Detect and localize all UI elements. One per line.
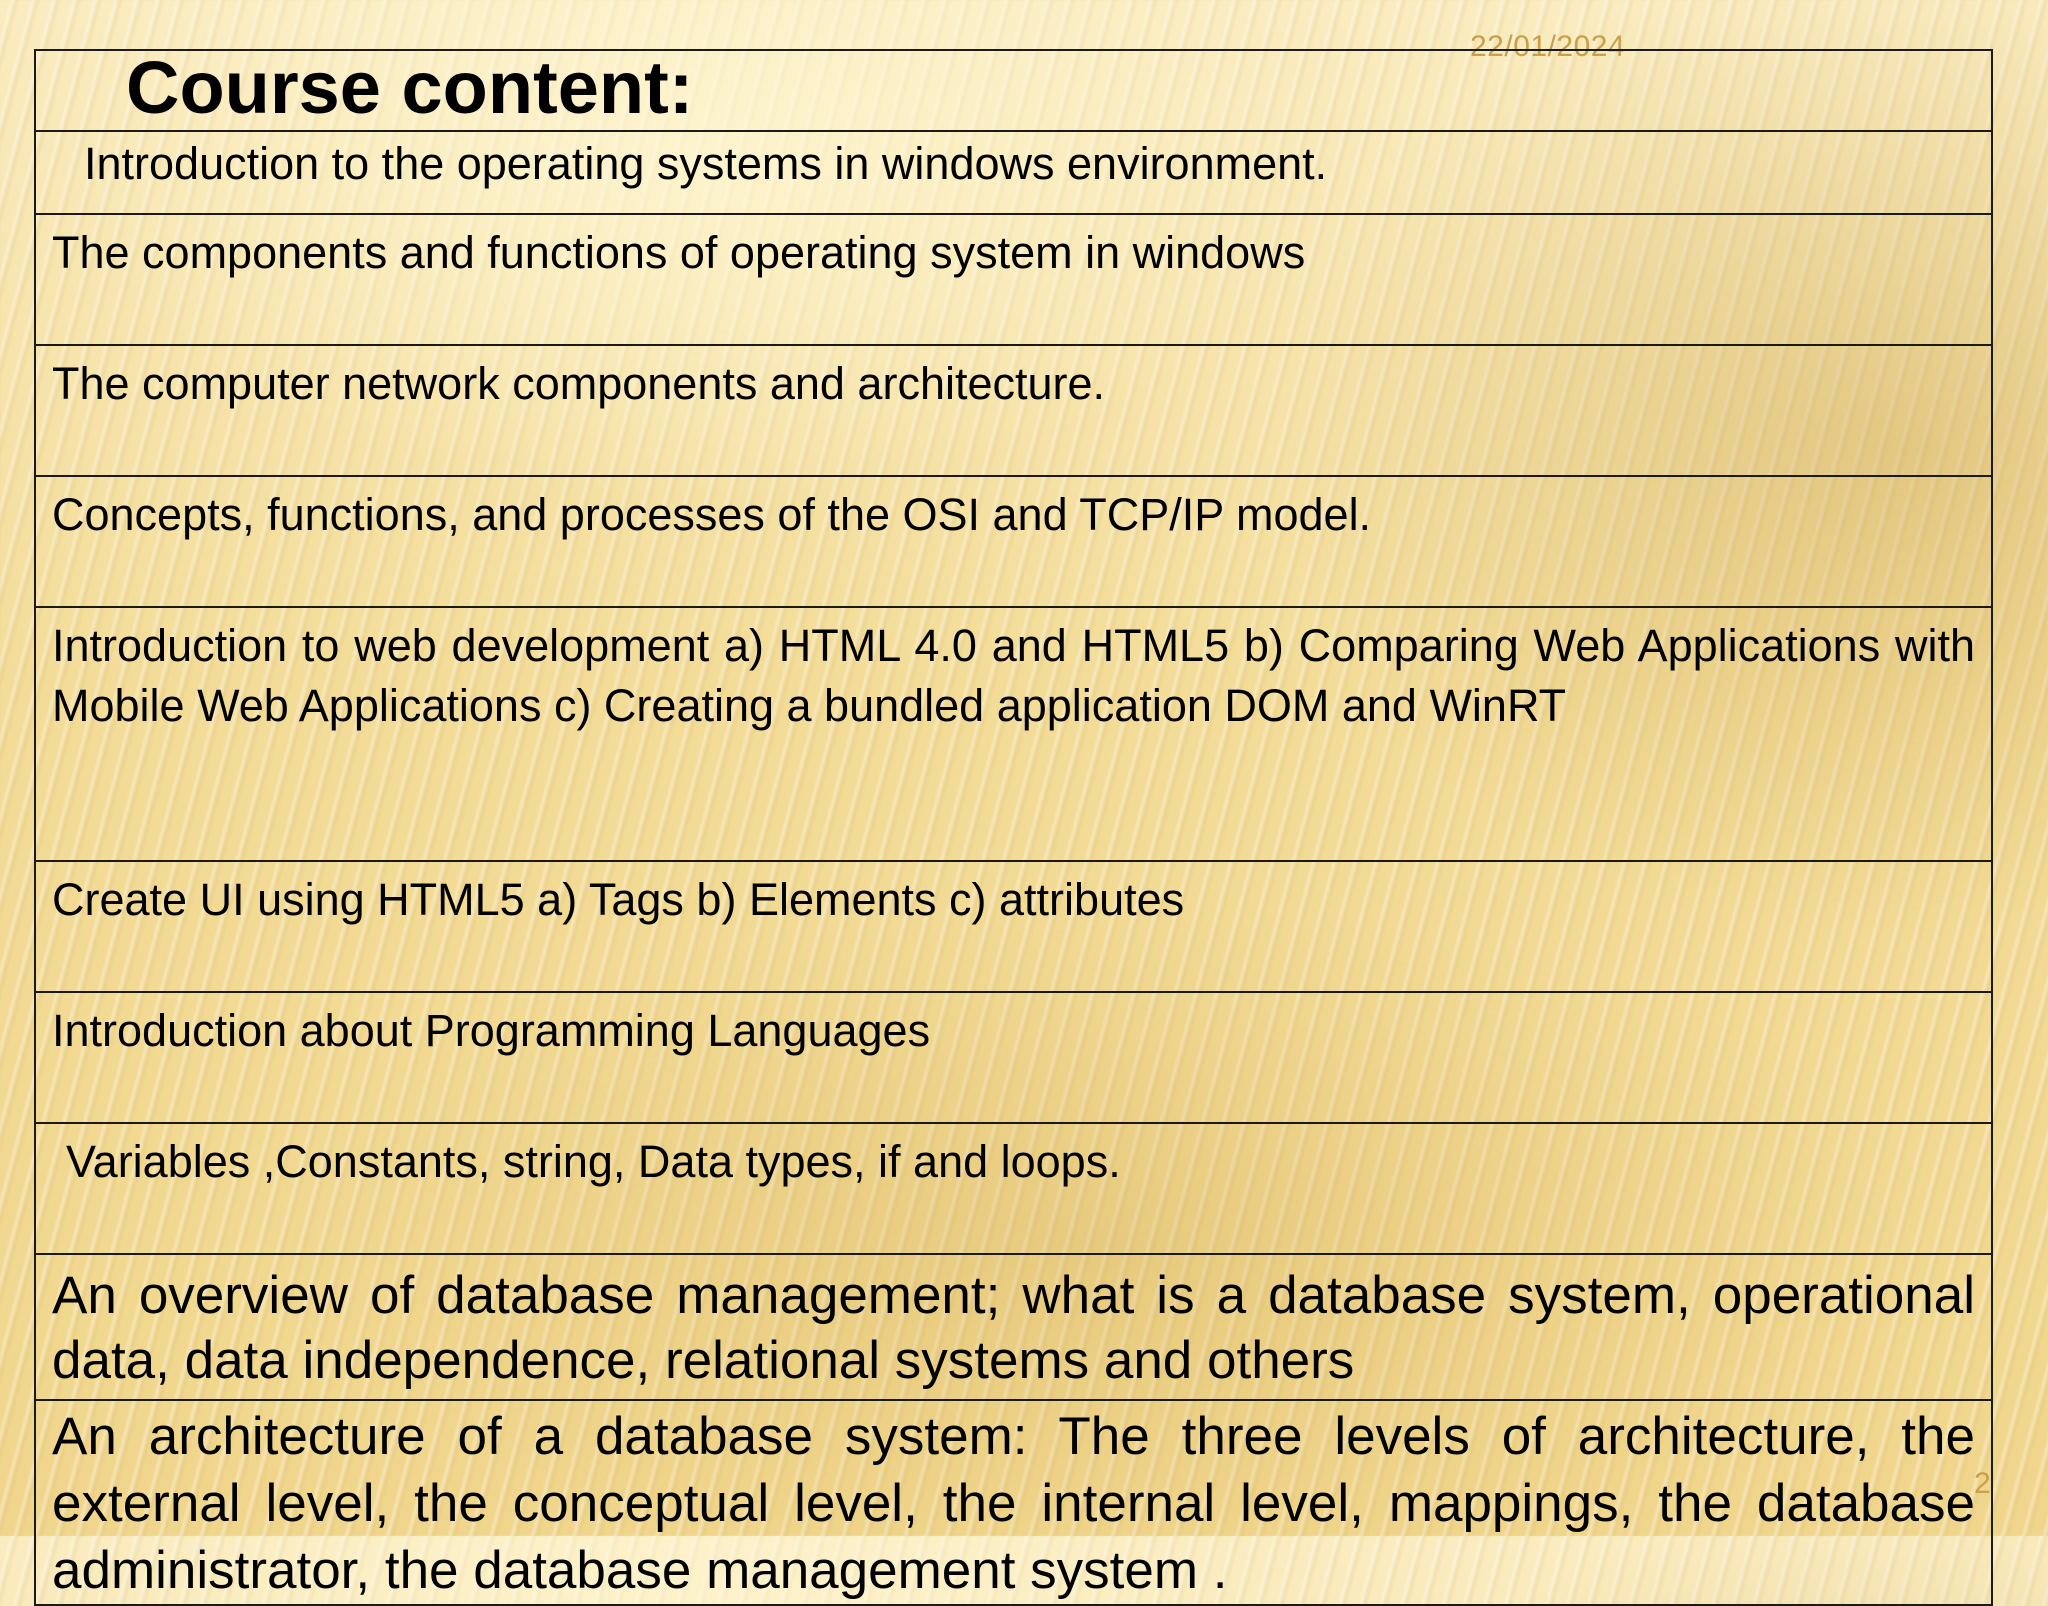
table-row [35, 345, 1992, 476]
course-item: The computer network components and architecture. [35, 345, 1992, 476]
slide-date: 22/01/2024 [1470, 30, 1626, 63]
table-row [35, 1254, 1992, 1400]
course-item: Concepts, functions, and processes of the OSI and TCP/IP model. [35, 476, 1992, 607]
table-row [35, 861, 1992, 992]
course-item: Introduction about Programming Languages [35, 992, 1992, 1123]
course-item: Variables ,Constants, string, Data types, if and loops. [35, 1123, 1992, 1254]
course-item: The components and functions of operating system in windows [35, 214, 1992, 345]
course-item: An architecture of a database system: The three levels of architecture, the external level, the conceptual level, the internal level, mappings, the database administrator, the database management system . [35, 1400, 1992, 1605]
slide-title: Course content: [126, 45, 694, 129]
course-item: Introduction to web development a) HTML 4.0 and HTML5 b) Comparing Web Applications with Mobile Web Applications c) Creating a bundled application DOM and WinRT [35, 607, 1992, 861]
course-item: Introduction to the operating systems in windows environment. [35, 131, 1992, 214]
course-item: Create UI using HTML5 a) Tags b) Elements c) attributes [35, 861, 1992, 992]
table-row [35, 131, 1992, 214]
table-row [35, 607, 1992, 861]
table-row [35, 214, 1992, 345]
page-number: 2 [1974, 1467, 1991, 1500]
table-row [35, 1123, 1992, 1254]
table-row [35, 476, 1992, 607]
course-item: An overview of database management; what is a database system, operational data, data independence, relational systems and others [35, 1254, 1992, 1400]
table-row [35, 1400, 1992, 1605]
title-row [35, 50, 1992, 131]
table-row [35, 992, 1992, 1123]
